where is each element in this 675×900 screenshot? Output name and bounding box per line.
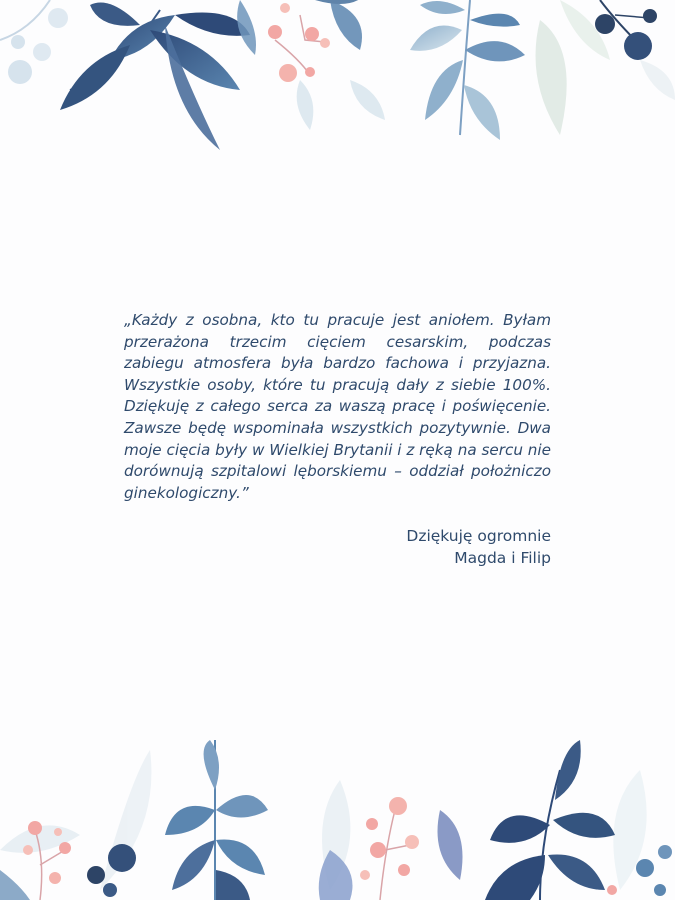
- leaf-icon: [237, 0, 385, 130]
- bottom-floral-border: [0, 740, 675, 900]
- leaf-icon: [536, 20, 567, 135]
- leaf-icon: [60, 3, 250, 151]
- testimonial-quote: „Każdy z osobna, kto tu pracuje jest aniołem. Byłam przerażona trzecim cięciem cesarskim, podczas zabiegu atmosfera była bardzo fachowa i przyjazna. Wszystkie osoby, które tu pracują dały z siebie 100%. Dziękuję z całego serca za waszą pracę i poświęcenie. Zawsze będę wspominała wszystkich pozytywnie. Dwa moje cięcia były w Wielkiej Brytanii i z ręką na sercu nie dorównują szpitalowi lęborskiemu – oddział położniczo ginekologiczny.”: [124, 311, 551, 502]
- leaf-icon: [0, 0, 68, 84]
- leaf-icon: [410, 0, 525, 140]
- signature-thanks: Dziękuję ogromnie: [406, 527, 551, 546]
- signature: [124, 526, 551, 569]
- berry-icon: [268, 3, 330, 82]
- letter-content: [124, 310, 551, 569]
- berry-icon: [595, 0, 675, 100]
- top-floral-border: [0, 0, 675, 160]
- signature-names: Magda i Filip: [454, 548, 551, 567]
- leaf-icon: [165, 740, 268, 900]
- berry-icon: [360, 797, 419, 900]
- leaf-icon: [485, 740, 615, 900]
